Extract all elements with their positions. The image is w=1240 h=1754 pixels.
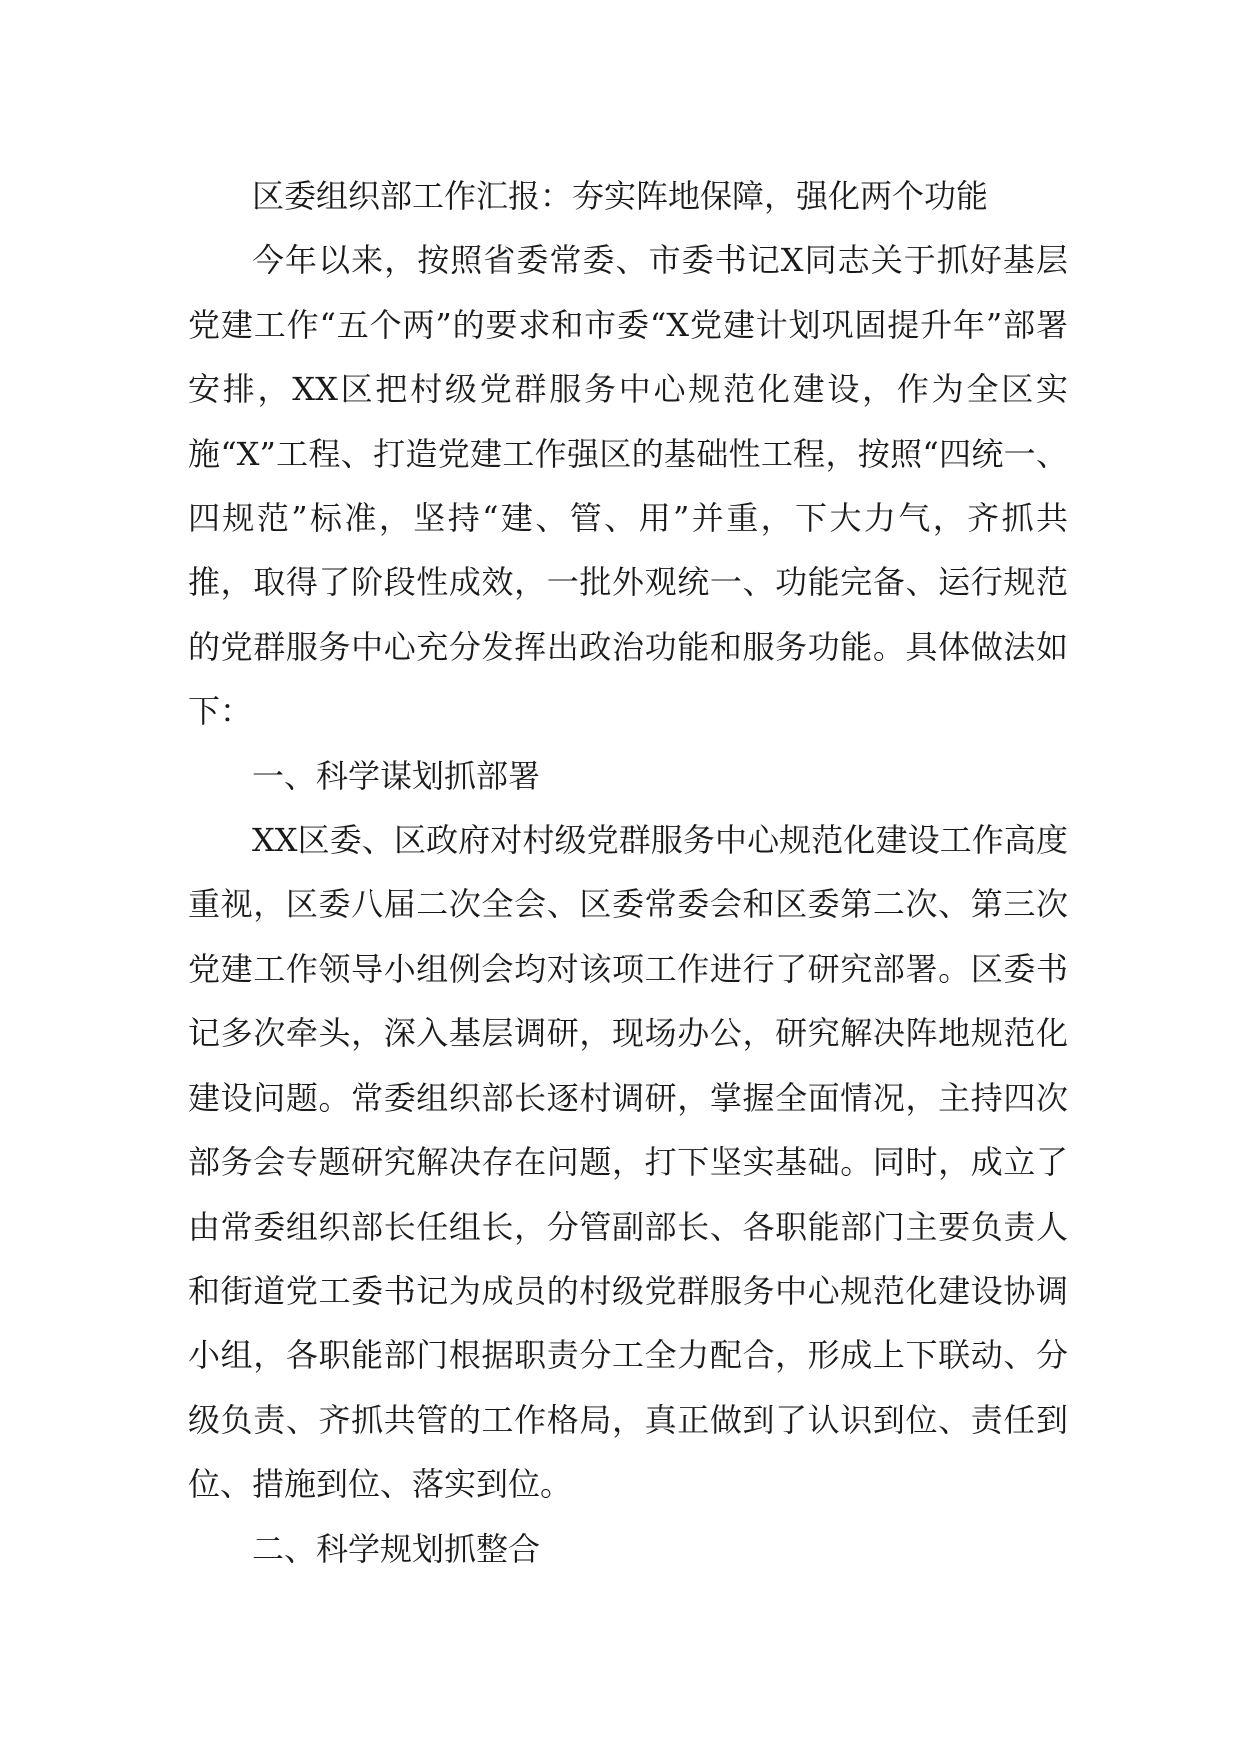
document-body — [188, 164, 1068, 1581]
document-title: 区委组织部工作汇报：夯实阵地保障，强化两个功能 — [252, 177, 989, 215]
section-body-1: XX区委、区政府对村级党群服务中心规范化建设工作高度重视，区委八届二次全会、区委常委会和区委第二次、第三次党建工作领导小组例会均对该项工作进行了研究部署。区委书记多次牵头，深入基层调研，现场办公，研究解决阵地规范化建设问题。常委组织部长逐村调研，掌握全面情况，主持四次部务会专题研究解决存在问题，打下坚实基础。同时，成立了由常委组织部长任组长，分管副部长、各职能部门主要负责人和街道党工委书记为成员的村级党群服务中心规范化建设协调小组，各职能部门根据职责分工全力配合，形成上下联动、分级负责、齐抓共管的工作格局，真正做到了认识到位、责任到位、措施到位、落实到位。 — [188, 821, 1068, 1504]
intro-paragraph: 今年以来，按照省委常委、市委书记X同志关于抓好基层党建工作“五个两”的要求和市委“X党建计划巩固提升年”部署安排，XX区把村级党群服务中心规范化建设，作为全区实施“X”工程、打造党建工作强区的基础性工程，按照“四统一、四规范”标准，坚持“建、管、用”并重，下大力气，齐抓共推，取得了阶段性成效，一批外观统一、功能完备、运行规范的党群服务中心充分发挥出政治功能和服务功能。具体做法如下： — [188, 241, 1068, 731]
section-heading-1: 一、科学谋划抓部署 — [252, 756, 541, 795]
section-heading-2: 二、科学规划抓整合 — [252, 1529, 541, 1568]
